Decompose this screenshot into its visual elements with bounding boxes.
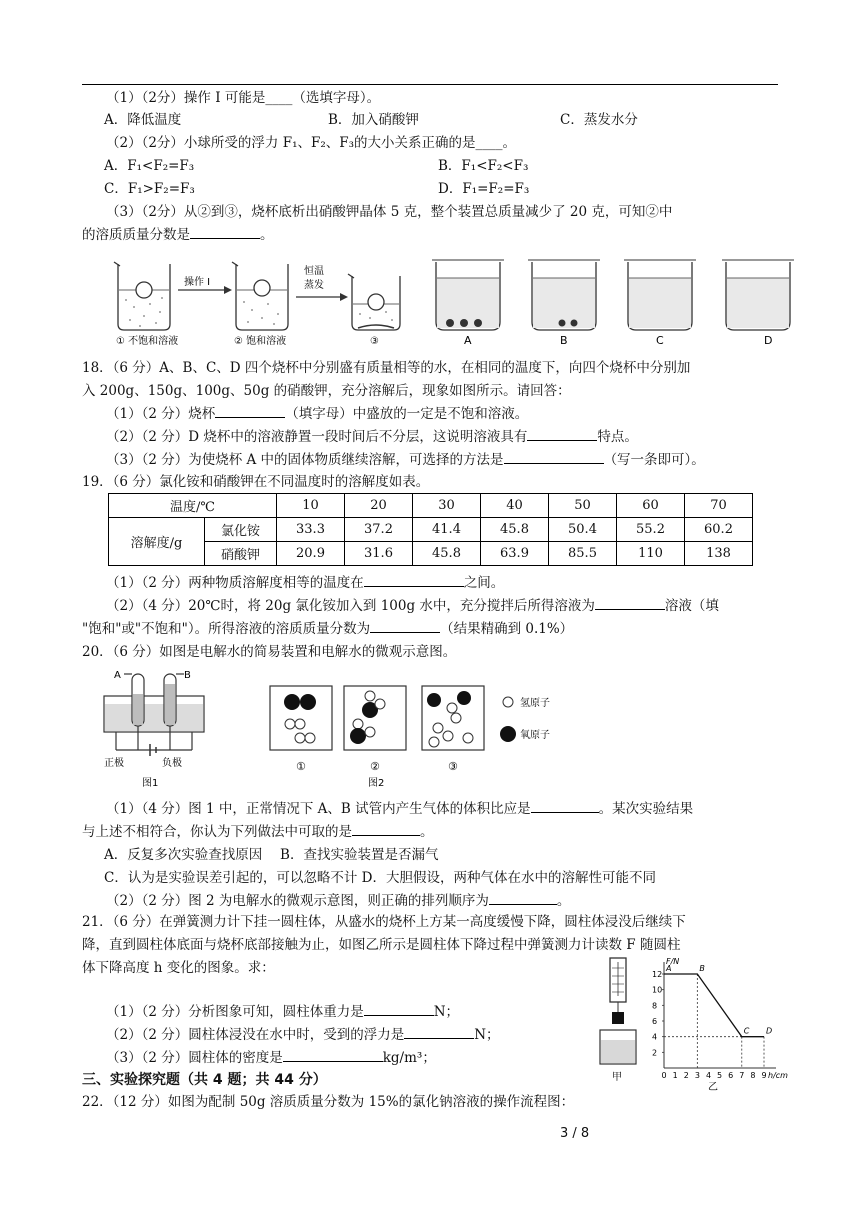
q20-part1-line2: 与上述不相符合，你认为下列做法中可取的是 。 (82, 824, 434, 840)
table-cell: 41.4 (413, 518, 481, 542)
answer-blank (527, 427, 597, 441)
table-cell: 85.5 (549, 542, 617, 566)
q20-figures (96, 666, 616, 790)
electrolysis-apparatus (104, 674, 204, 756)
page-number: 3 / 8 (560, 1126, 590, 1141)
temp-cell: 30 (413, 494, 481, 518)
q20-part1-line1: （1）（4 分）图 1 中，正常情况下 A、B 试管内产生气体的体积比应是 。某次实验结果 (106, 801, 694, 817)
temp-cell: 70 (685, 494, 753, 518)
q17-part3-line2: 的溶质质量分数是 。 (82, 227, 274, 243)
answer-blank (404, 1025, 474, 1039)
micro-box-1 (270, 686, 332, 750)
answer-blank (215, 404, 285, 418)
temp-cell: 40 (481, 494, 549, 518)
q19-stem: 19．（6 分）氯化铵和硝酸钾在不同温度时的溶解度如表。 (82, 474, 430, 490)
fig-yi-label: 乙 (708, 1082, 718, 1093)
q17-p2-option-c: C．F₁>F₂=F₃ (104, 181, 195, 197)
operation-label: 操作 I (184, 277, 211, 288)
temp-cell: 60 (617, 494, 685, 518)
x-tick-label: 5 (717, 1071, 723, 1080)
beaker-d-label: D (764, 334, 773, 347)
table-cell: 55.2 (617, 518, 685, 542)
beaker-b (528, 260, 600, 330)
micro-box-3 (422, 686, 484, 750)
y-tick-label: 4 (652, 1032, 658, 1042)
q19-part2-line1: （2）（4 分）20℃时，将 20g 氯化铵加入到 100g 水中，充分搅拌后所得溶液为 溶液（填 (106, 598, 719, 614)
solubility-header: 溶解度/g (109, 518, 205, 566)
tube-b-label: B (184, 670, 191, 681)
x-tick-label: 0 (661, 1071, 667, 1080)
answer-blank (352, 822, 420, 836)
x-tick-label: 4 (705, 1071, 712, 1080)
q19-part1: （1）（2 分）两种物质溶解度相等的温度在 之间。 (106, 575, 505, 591)
x-tick-label: 2 (683, 1071, 689, 1080)
q18-part1: （1）（2 分）烧杯 （填字母）中盛放的一定是不饱和溶液。 (106, 406, 529, 422)
section-3-heading: 三、实验探究题（共 4 题；共 44 分） (82, 1072, 327, 1088)
q17-p2-option-a: A．F₁<F₂=F₃ (104, 158, 195, 174)
beaker-c (624, 260, 696, 330)
q20-stem: 20．（6 分）如图是电解水的简易装置和电解水的微观示意图。 (82, 644, 457, 660)
q17-part1: （1）（2分）操作 I 可能是____（选填字母）。 (106, 90, 381, 106)
answer-blank (364, 573, 464, 587)
fig-jia-label: 甲 (612, 1072, 622, 1083)
beaker-a-label: A (464, 334, 472, 347)
table-cell: 20.9 (277, 542, 345, 566)
spring-scale-apparatus (588, 954, 648, 1084)
box-3-label: ③ (448, 760, 458, 773)
q17-figure (100, 252, 800, 352)
y-tick-label: 10 (652, 985, 663, 995)
y-axis-label: F/N (666, 957, 680, 966)
point-label: A (666, 964, 672, 973)
q17-option-b: B．加入硝酸钾 (328, 112, 419, 128)
q19-part2-line2: "饱和"或"不饱和"）。所得溶液的溶质质量分数为 （结果精确到 0.1%） (82, 621, 574, 637)
substance-name: 氯化铵 (205, 518, 277, 542)
beaker-c-label: C (656, 334, 664, 347)
q17-option-c: C．蒸发水分 (560, 112, 638, 128)
hydrogen-legend-icon (503, 697, 513, 707)
q21-stem-line2: 降，直到圆柱体底面与烧杯底部接触为止，如图乙所示是圆柱体下降过程中弹簧测力计读数 F 随圆柱 (82, 937, 681, 953)
beaker-3-label: ③ (370, 336, 379, 347)
q17-part3-line1: （3）（2分）从②到③，烧杯底析出硝酸钾晶体 5 克，整个装置总质量减少了 20 克，可知②中 (106, 204, 673, 220)
point-label: B (699, 964, 705, 973)
oxygen-legend: 氧原子 (520, 730, 550, 741)
y-tick-label: 8 (652, 1001, 658, 1011)
header-rule (82, 84, 778, 85)
tube-a-label: A (114, 670, 121, 681)
temp-cell: 20 (345, 494, 413, 518)
beaker-3 (348, 274, 400, 330)
answer-blank (364, 1002, 434, 1016)
q18-part3: （3）（2 分）为使烧杯 A 中的固体物质继续溶解，可选择的方法是 （写一条即可）。 (106, 452, 705, 468)
q20-part2: （2）（2 分）图 2 为电解水的微观示意图，则正确的排列顺序为 。 (106, 893, 571, 909)
force-height-chart (648, 954, 788, 1093)
q18-part2: （2）（2 分）D 烧杯中的溶液静置一段时间后不分层，这说明溶液具有 特点。 (106, 429, 638, 445)
x-axis-label: h/cm (768, 1071, 788, 1080)
temp-cell: 50 (549, 494, 617, 518)
beaker-2 (232, 262, 288, 330)
box-1-label: ① (296, 760, 306, 773)
micro-box-2 (344, 686, 406, 750)
answer-blank (489, 891, 557, 905)
x-tick-label: 3 (694, 1071, 700, 1080)
q22-stem: 22．（12 分）如图为配制 50g 溶质质量分数为 15%的氯化钠溶液的操作流程图： (82, 1094, 575, 1110)
table-cell: 45.8 (413, 542, 481, 566)
point-label: D (766, 1026, 773, 1036)
table-cell: 63.9 (481, 542, 549, 566)
x-tick-label: 6 (728, 1071, 734, 1080)
table-cell: 31.6 (345, 542, 413, 566)
table-cell: 110 (617, 542, 685, 566)
fig2-caption: 图2 (368, 778, 385, 789)
q21-part1: （1）（2 分）分析图象可知，圆柱体重力是 N； (106, 1004, 460, 1020)
table-cell: 33.3 (277, 518, 345, 542)
beaker-d (722, 260, 794, 330)
beaker-1 (114, 262, 170, 330)
q17-option-a: A．降低温度 (104, 112, 182, 128)
unsaturated-label: ① 不饱和溶液 (116, 336, 179, 347)
answer-blank (283, 1048, 383, 1062)
q20-options-ab: A．反复多次实验查找原因 B．查找实验装置是否漏气 (104, 847, 439, 863)
q21-stem-line1: 21．（6 分）在弹簧测力计下挂一圆柱体，从盛水的烧杯上方某一高度缓慢下降，圆柱体浸没后继续下 (82, 914, 686, 930)
box-2-label: ② (370, 760, 380, 773)
table-cell: 60.2 (685, 518, 753, 542)
q17-p2-option-b: B．F₁<F₂<F₃ (438, 158, 529, 174)
negative-electrode-label: 负极 (162, 758, 182, 769)
table-cell: 45.8 (481, 518, 549, 542)
beaker-b-label: B (560, 334, 568, 347)
x-tick-label: 8 (750, 1071, 756, 1080)
q18-stem-line1: 18．（6 分）A、B、C、D 四个烧杯中分别盛有质量相等的水，在相同的温度下，向四个烧杯中分别加 (82, 360, 691, 376)
table-cell: 50.4 (549, 518, 617, 542)
beaker-a (432, 260, 504, 330)
q18-stem-line2: 入 200g、150g、100g、50g 的硝酸钾，充分溶解后，现象如图所示。请回答： (82, 383, 571, 399)
y-tick-label: 6 (652, 1017, 658, 1026)
solubility-table (108, 493, 753, 566)
temp-cell: 10 (277, 494, 345, 518)
q21-part2: （2）（2 分）圆柱体浸没在水中时，受到的浮力是 N； (106, 1027, 500, 1043)
temp-header: 温度/℃ (109, 494, 277, 518)
y-tick-label: 2 (652, 1048, 658, 1058)
hydrogen-legend: 氢原子 (520, 698, 550, 709)
answer-blank (190, 225, 260, 239)
point-label: C (743, 1026, 750, 1036)
fig1-caption: 图1 (142, 778, 159, 789)
answer-blank (370, 619, 440, 633)
x-tick-label: 1 (672, 1071, 678, 1080)
q21-stem-line3: 体下降高度 h 变化的图象。求： (82, 960, 275, 976)
substance-name: 硝酸钾 (205, 542, 277, 566)
q17-part2: （2）（2分）小球所受的浮力 F₁、F₂、F₃的大小关系正确的是____。 (106, 135, 517, 151)
q20-options-cd: C．认为是实验误差引起的，可以忽略不计 D．大胆假设，两种气体在水中的溶解性可能不同 (104, 870, 656, 886)
q21-part3: （3）（2 分）圆柱体的密度是 kg/m³； (106, 1050, 436, 1066)
table-cell: 37.2 (345, 518, 413, 542)
q17-p2-option-d: D．F₁=F₂=F₃ (438, 181, 530, 197)
oxygen-legend-icon (500, 726, 516, 742)
evaporate-label: 蒸发 (304, 280, 324, 291)
answer-blank (595, 596, 665, 610)
x-tick-label: 7 (739, 1071, 745, 1080)
answer-blank (504, 450, 604, 464)
y-tick-label: 12 (652, 970, 663, 979)
saturated-label: ② 饱和溶液 (234, 336, 287, 347)
table-cell: 138 (685, 542, 753, 566)
answer-blank (531, 799, 599, 813)
x-tick-label: 9 (761, 1071, 767, 1080)
constant-temp-label: 恒温 (304, 266, 324, 277)
positive-electrode-label: 正极 (104, 758, 124, 769)
